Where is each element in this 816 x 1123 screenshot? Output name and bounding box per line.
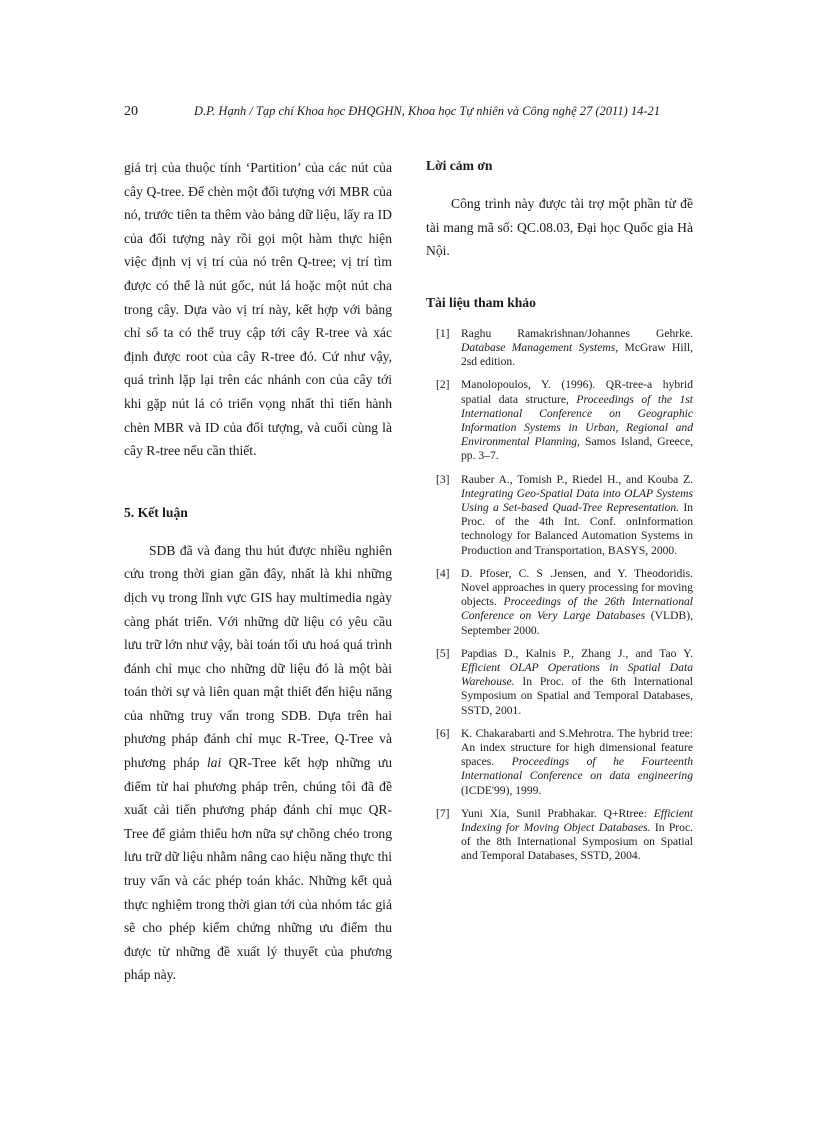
reference-item: [6] K. Chakarabarti and S.Mehrotra. The hybrid tree: An index structure for high dimensional feature spaces. Proceedings of he Fourteenth International Conference on data engineering (ICDE'99), 1999.: [436, 726, 693, 797]
acknowledgement-heading: Lời cảm ơn: [426, 158, 493, 173]
references-heading: Tài liệu tham khảo: [426, 294, 536, 310]
reference-item: [5] Papdias D., Kalnis P., Zhang J., and Tao Y. Efficient OLAP Operations in Spatial Data Warehouse. In Proc. of the 6th International Symposium on Spatial and Temporal Databases, SSTD, 2001.: [436, 646, 693, 717]
reference-item: [4] D. Pfoser, C. S .Jensen, and Y. Theodoridis. Novel approaches in query processing for moving objects. Proceedings of the 26th International Conference on Very Large Databases (VLDB), September 2000.: [436, 566, 694, 637]
reference-item: [3] Rauber A., Tomish P., Riedel H., and Kouba Z. Integrating Geo-Spatial Data into OLAP Systems Using a Set-based Quad-Tree Representation. In Proc. of the 4th Int. Conf. onInformation technology for Balanced Automation Systems in Production and Transportation, BASYS, 2000.: [436, 472, 693, 557]
paragraph-continued: giá trị của thuộc tính ‘Partition’ của các nút của cây Q-tree. Để chèn một đối tượng với MBR của nó, trước tiên ta thêm vào bảng dữ liệu, lấy ra ID của đối tượng này rồi gọi một hàm thực hiện việc định vị vị trí của nó trên Q-tree; vị trí tìm được có thể là nút gốc, nút lá hoặc một nút cha trong cây. Dựa vào vị trí này, kết hợp với bảng chỉ số ta có thể truy cập tới cây R-tree và xác định được root của cây R-tree đó. Cứ như vậy, quá trình lặp lại trên các nhánh con của cây tới khi gặp nút lá có triển vọng nhất thì tiến hành chèn MBR và ID của đối tượng, và cuối cùng là cây R-tree nếu cần thiết.: [124, 160, 392, 459]
right-column: [426, 156, 693, 873]
page-number: 20: [124, 104, 138, 119]
conclusion-paragraph: SDB đã và đang thu hút được nhiều nghiên cứu trong thời gian gần đây, nhất là khi những dịch vụ trong lĩnh vực GIS hay multimedia ngày càng phát triển. Với những dữ liệu có yêu cầu lưu trữ lớn như vậy, bài toán tối ưu hoá quá trình đánh chỉ mục cho những dữ liệu đó là một bài toán thời sự và liên quan mật thiết đến hiệu năng của những truy vấn trong SDB. Dựa trên hai phương pháp đánh chỉ mục R-Tree, Q-Tree và phương pháp lai QR-Tree kết hợp những ưu điểm từ hai phương pháp trên, chúng tôi đã đề xuất cải tiến phương pháp đánh chỉ mục QR-Tree để giảm thiểu hơn nữa sự chồng chéo trong lưu trữ dữ liệu nhằm nâng cao hiệu năng thực thi truy vấn và các phép toán khác. Những kết quả thực nghiệm trong thời gian tới của nhóm tác giả sẽ cho phép kiểm chứng những ưu điểm thu được từ những đề xuất lý thuyết của phương pháp này.: [124, 542, 392, 983]
running-head: D.P. Hạnh / Tạp chí Khoa học ĐHQGHN, Khoa học Tự nhiên và Công nghệ 27 (2011) 14-21: [194, 104, 661, 118]
reference-list: [426, 327, 693, 864]
section-heading-conclusion: 5. Kết luận: [124, 504, 188, 520]
left-column: [124, 156, 392, 987]
reference-item: [2] Manolopoulos, Y. (1996). QR-tree-a hybrid spatial data structure, Proceedings of the 1st International Conference on Geographic Information Systems in Urban, Regional and Environmental Planning, Samos Island, Greece, pp. 3–7.: [436, 378, 693, 463]
reference-item: [1] Raghu Ramakrishnan/Johannes Gehrke. Database Management Systems, McGraw Hill, 2sd edition.: [436, 326, 693, 369]
acknowledgement-text: Công trình này được tài trợ một phần từ đề tài mang mã số: QC.08.03, Đại học Quốc gia Hà Nội.: [426, 196, 693, 259]
reference-item: [7] Yuni Xia, Sunil Prabhakar. Q+Rtree: Efficient Indexing for Moving Object Databases. In Proc. of the 8th International Symposium on Spatial and Temporal Databases, SSTD, 2004.: [436, 806, 693, 863]
